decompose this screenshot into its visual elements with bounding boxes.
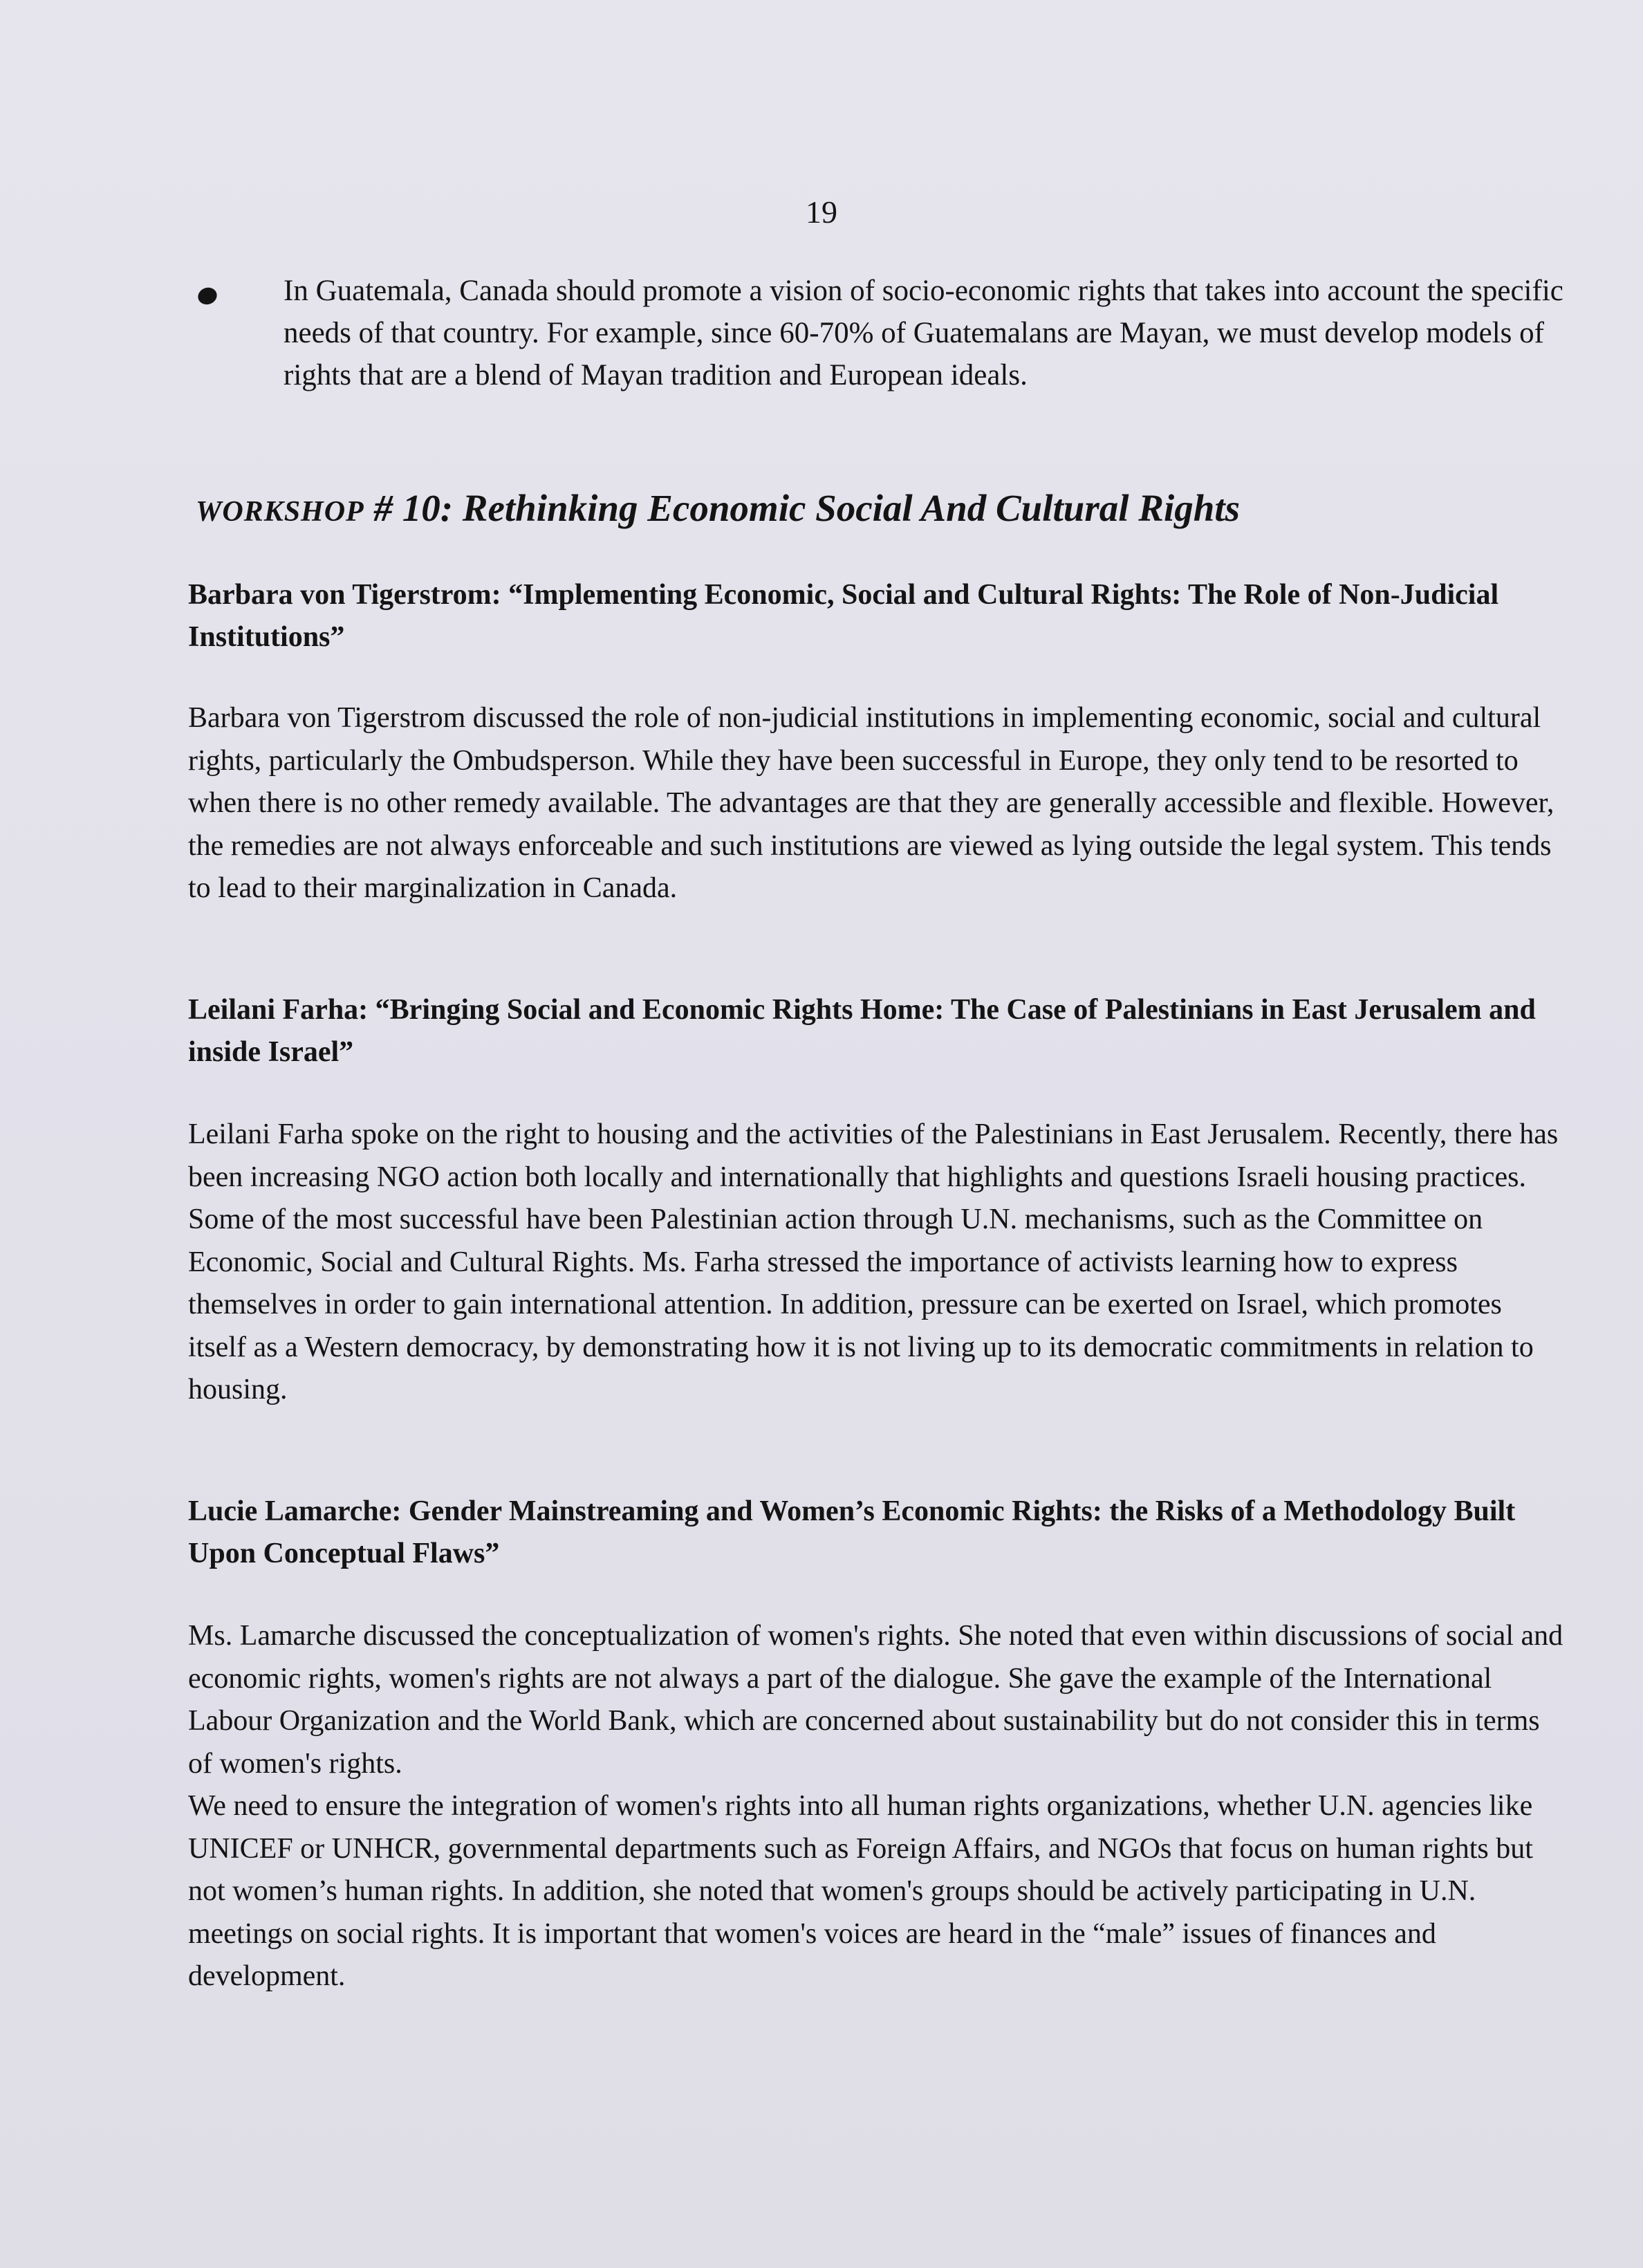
workshop-prefix: WORKSHOP <box>196 496 364 528</box>
section-tigerstrom <box>188 574 1571 904</box>
workshop-title: # 10: Rethinking Economic Social And Cultural Rights <box>364 487 1241 529</box>
bullet-text: In Guatemala, Canada should promote a vision of socio-economic rights that takes into account the specific needs of that country. For example, since 60-70% of Guatemalans are Mayan, we must develop models of rights that are a blend of Mayan tradition and European ideals. <box>284 275 1563 391</box>
paragraph-part: Ms. Lamarche discussed the conceptualization of women's rights. She noted that even within discussions of social and economic rights, women's rights are not always a part of the dialogue. She gave the example of the International Labour Organization and the World Bank, which are concerned about sustainability but do not consider this in terms of women's rights. <box>188 1620 1563 1780</box>
section-heading: Barbara von Tigerstrom: “Implementing Economic, Social and Cultural Rights: The Role of Non-Judicial Institutions” <box>188 579 1499 653</box>
page-number: 19 <box>806 194 837 230</box>
paragraph-part: We need to ensure the integration of women's rights into all human rights organizations, whether U.N. agencies like UNICEF or UNHCR, governmental departments such as Foreign Affairs, and NGOs that focus on human rights but not women’s human rights. In addition, she noted that women's groups should be actively participating in U.N. meetings on social rights. It is important that women's voices are heard in the “male” issues of finances and development. <box>188 1790 1533 1992</box>
section-paragraph: Leilani Farha spoke on the right to housing and the activities of the Palestinians in East Jerusalem. Recently, there has been increasing NGO action both locally and internationally that highlights and questions Israeli housing practices. Some of the most successful have been Palestinian action through U.N. mechanisms, such as the Committee on Economic, Social and Cultural Rights. Ms. Farha stressed the importance of activists learning how to express themselves in order to gain international attention. In addition, pressure can be exerted on Israel, which promotes itself as a Western democracy, by demonstrating how it is not living up to its democratic commitments in relation to housing. <box>188 1118 1559 1405</box>
section-heading: Lucie Lamarche: Gender Mainstreaming and Women’s Economic Rights: the Risks of a Methodology Built Upon Conceptual Flaws” <box>188 1495 1516 1569</box>
bullet-icon <box>196 285 219 307</box>
section-paragraph <box>188 1615 1564 1998</box>
section-lamarche <box>188 1491 1571 1992</box>
workshop-heading <box>196 481 1579 540</box>
section-paragraph: Barbara von Tigerstrom discussed the role of non-judicial institutions in implementing economic, social and cultural rights, particularly the Ombudsperson. While they have been successful in Europe, they only tend to be resorted to when there is no other remedy available. The advantages are that they are generally accessible and flexible. However, the remedies are not always enforceable and such institutions are viewed as lying outside the legal system. This tends to lead to their marginalization in Canada. <box>188 702 1554 904</box>
bullet-item <box>199 270 1568 396</box>
section-heading: Leilani Farha: “Bringing Social and Economic Rights Home: The Case of Palestinians in East Jerusalem and inside Israel” <box>188 994 1536 1068</box>
section-farha <box>188 989 1571 1405</box>
